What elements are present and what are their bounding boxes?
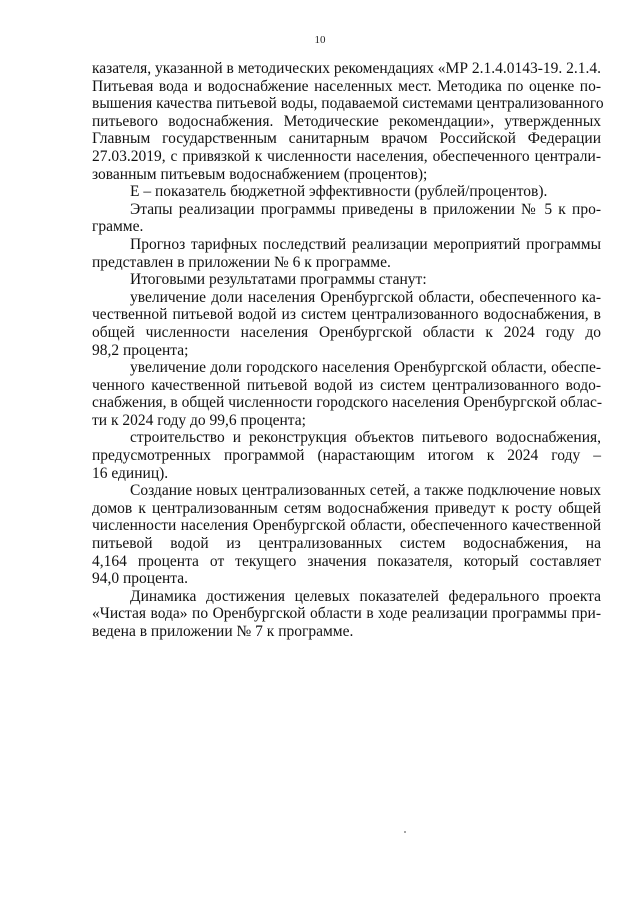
page-number: 10 — [314, 34, 326, 46]
text-line: Итоговыми результатами программы станут: — [130, 271, 427, 289]
paragraph — [92, 236, 601, 271]
text-line: Е – показатель бюджетной эффективности (рублей/процентов). — [130, 183, 548, 201]
text-line: 16 единиц). — [92, 464, 169, 482]
paragraph — [92, 429, 601, 482]
document-body — [92, 60, 604, 641]
paragraph — [92, 271, 601, 289]
text-line: общей численности населения Оренбургской области к 2024 году до — [92, 323, 601, 341]
text-line: «Чистая вода» по Оренбургской области в ходе реализации программы при- — [92, 605, 601, 623]
text-line: Прогноз тарифных последствий реализации мероприятий программы — [130, 235, 601, 253]
text-line: 94,0 процента. — [92, 570, 188, 588]
text-line: домов к централизованным сетям водоснабжения приведут к росту общей — [92, 499, 601, 517]
text-line: казателя, указанной в методических рекомендациях «МР 2.1.4.0143-19. 2.1.4. — [92, 60, 601, 77]
text-line: вышения качества питьевой воды, подаваемой системами централизованного — [92, 95, 604, 113]
scan-speck — [404, 831, 406, 833]
paragraph — [92, 588, 601, 641]
text-line: Создание новых централизованных сетей, а также подключение новых — [130, 482, 601, 500]
text-line: питьевого водоснабжения. Методические рекомендации», утвержденных — [92, 112, 601, 130]
paragraph — [92, 183, 601, 201]
text-line: предусмотренных программой (нарастающим итогом к 2024 году – — [92, 447, 601, 465]
text-line: увеличение доли городского населения Оренбургской области, обеспе- — [130, 359, 601, 377]
text-line: представлен в приложении № 6 к программе. — [92, 253, 391, 271]
text-line: увеличение доли населения Оренбургской области, обеспеченного ка- — [130, 288, 601, 306]
text-line: Главным государственным санитарным врачом Российской Федерации — [92, 130, 601, 148]
text-line: ченного качественной питьевой водой из систем централизованного водо- — [92, 376, 601, 394]
text-line: 4,164 процента от текущего значения показателя, который составляет — [92, 552, 601, 570]
text-line: снабжения, в общей численности городского населения Оренбургской облас- — [92, 394, 603, 412]
text-line: 98,2 процента; — [92, 341, 189, 359]
text-line: чественной питьевой водой из систем централизованного водоснабжения, в — [92, 306, 601, 324]
text-line: ведена в приложении № 7 к программе. — [92, 623, 354, 640]
paragraph — [92, 482, 601, 588]
text-line: Динамика достижения целевых показателей федерального проекта — [130, 587, 601, 605]
text-line: зованным питьевым водоснабжением (процентов); — [92, 165, 428, 183]
paragraph — [92, 60, 604, 183]
text-line: строительство и реконструкция объектов питьевого водоснабжения, — [130, 429, 601, 447]
paragraph — [92, 359, 601, 429]
text-line: численности населения Оренбургской области, обеспеченного качественной — [92, 517, 601, 535]
text-line: Этапы реализации программы приведены в приложении № 5 к про- — [130, 200, 601, 218]
text-line: 27.03.2019, с привязкой к численности населения, обеспеченного централи- — [92, 147, 601, 165]
paragraph — [92, 289, 601, 359]
text-line: Питьевая вода и водоснабжение населенных мест. Методика по оценке по- — [92, 77, 601, 95]
text-line: ти к 2024 году до 99,6 процента; — [92, 411, 306, 429]
paragraph — [92, 201, 601, 236]
text-line: питьевой водой из централизованных систем водоснабжения, на — [92, 535, 601, 553]
text-line: грамме. — [92, 218, 144, 236]
